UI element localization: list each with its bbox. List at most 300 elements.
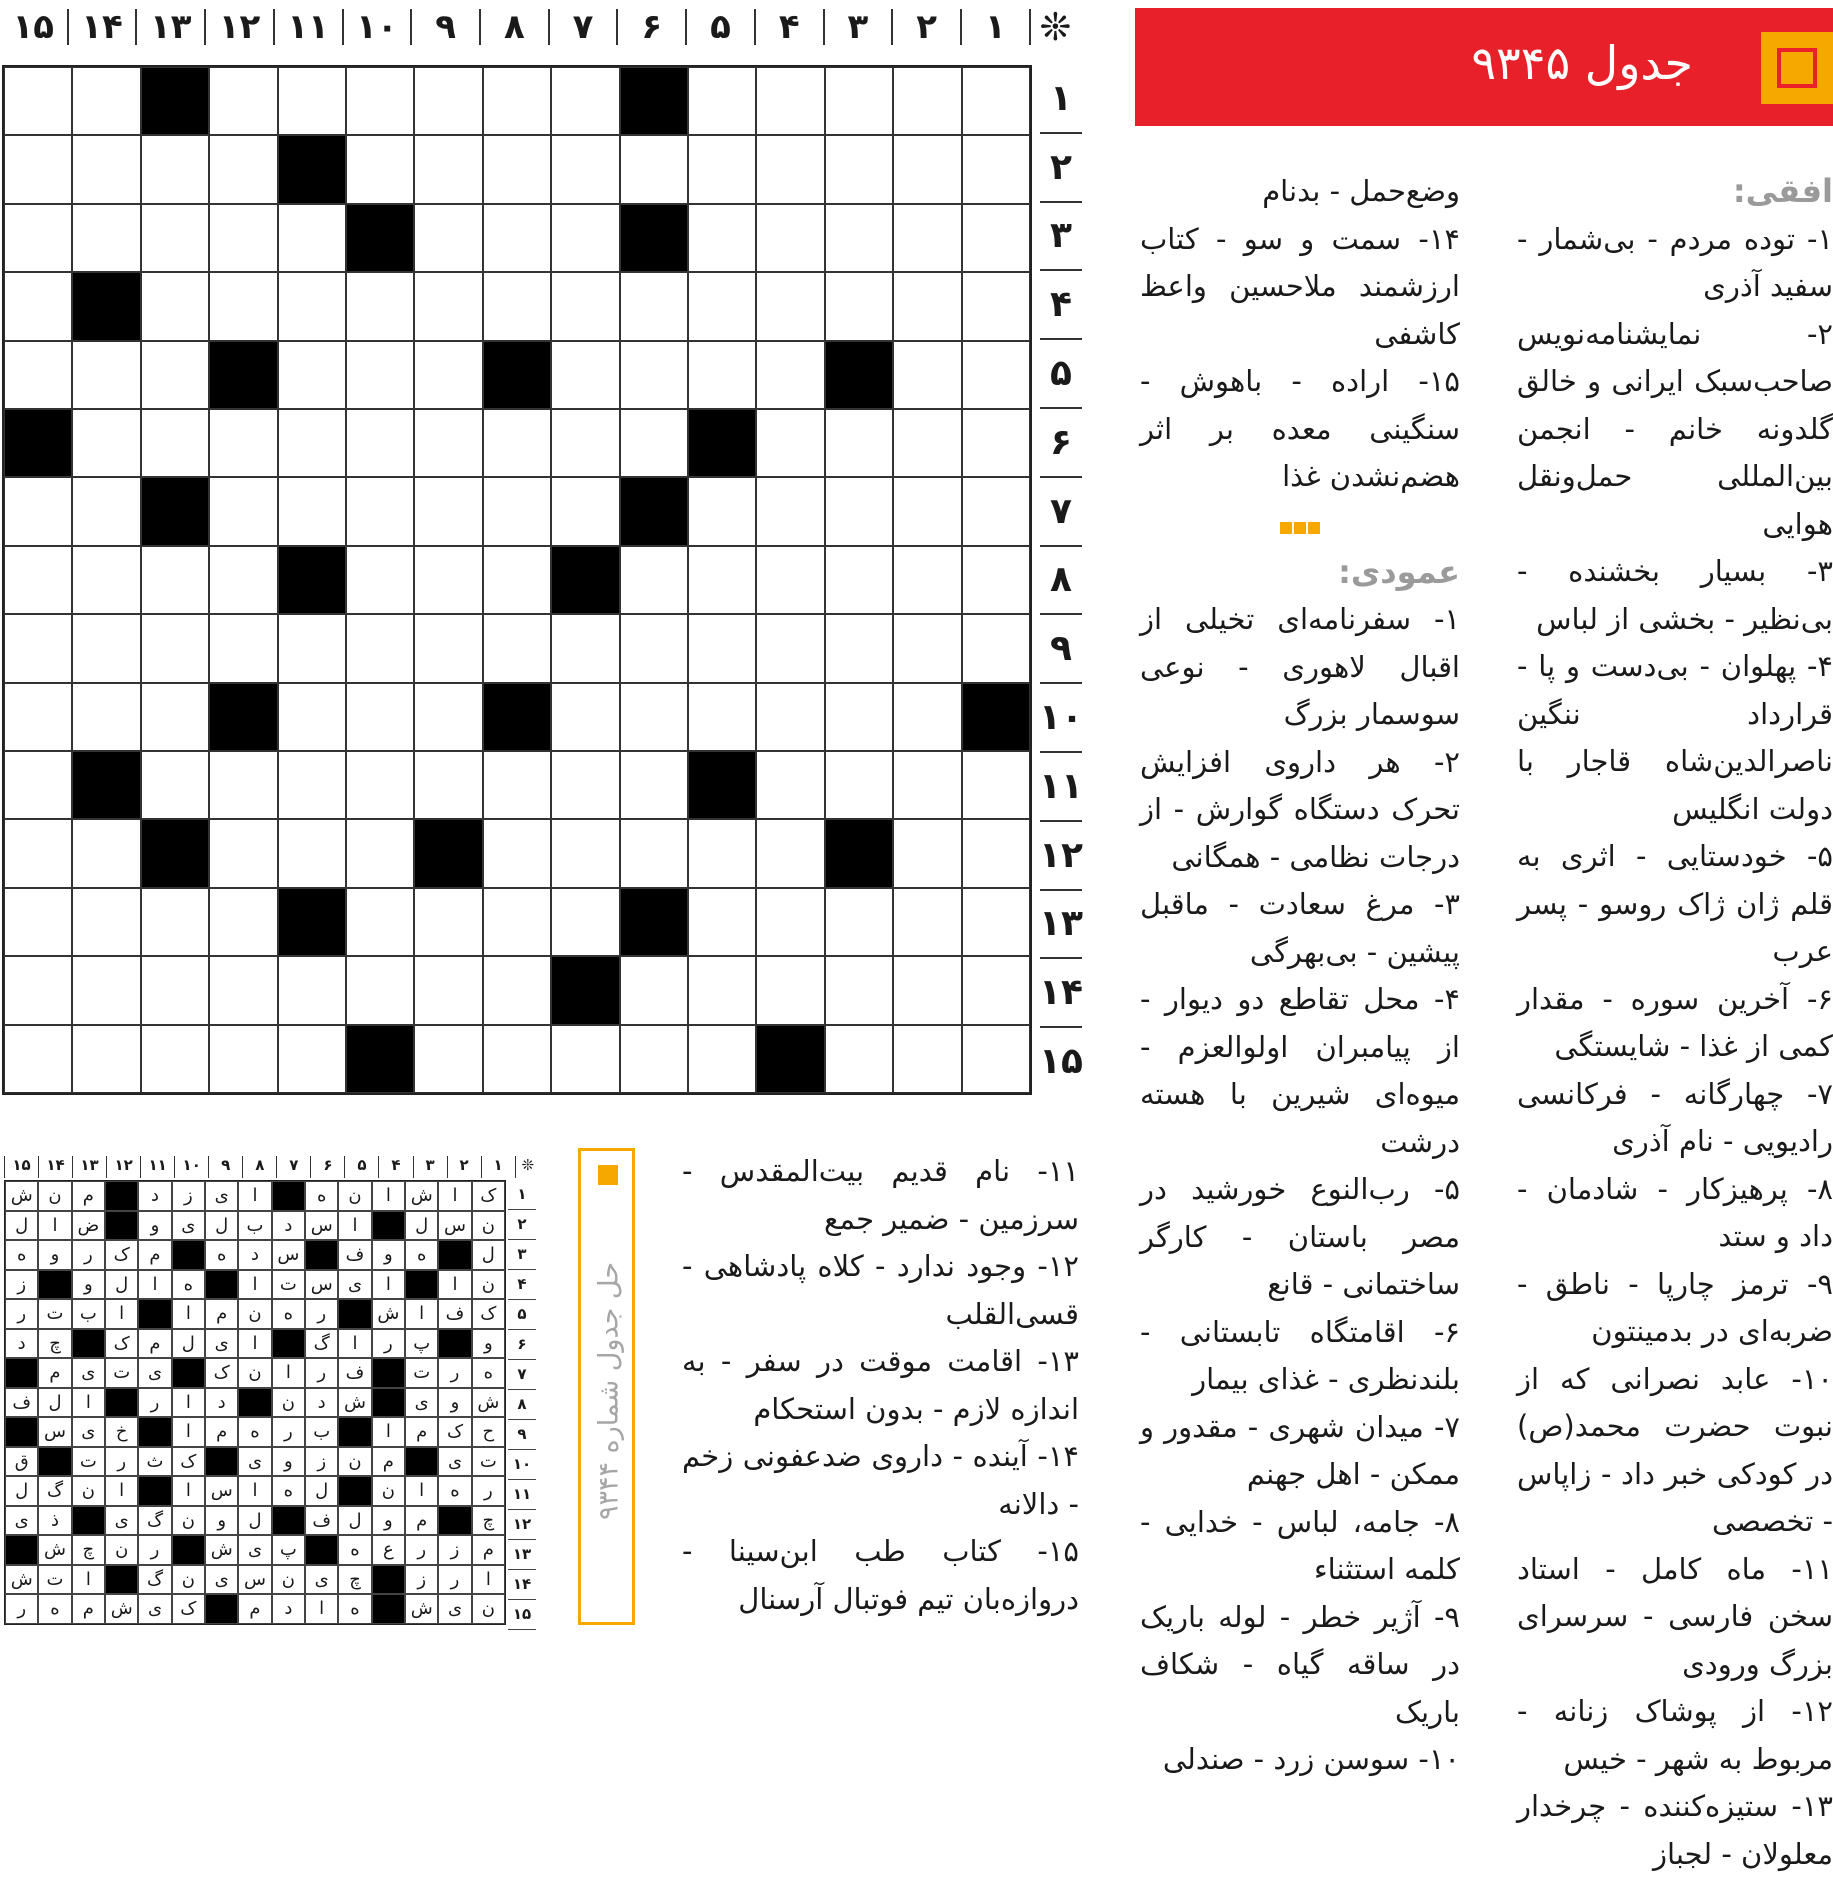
empty-cell [620, 1025, 688, 1093]
solution-letter-cell: چ [338, 1565, 371, 1595]
solution-letter-cell: ک [172, 1447, 205, 1477]
empty-cell [962, 204, 1030, 272]
black-cell [72, 751, 140, 819]
solution-column-number: ۲ [447, 1156, 481, 1178]
solution-black-cell [72, 1506, 105, 1536]
empty-cell [756, 204, 824, 272]
empty-cell [893, 683, 961, 751]
empty-cell [346, 135, 414, 203]
empty-cell [346, 819, 414, 887]
empty-cell [893, 341, 961, 409]
solution-letter-cell: ک [105, 1240, 138, 1270]
solution-letter-cell: گ [38, 1476, 71, 1506]
solution-letter-cell: ر [472, 1476, 505, 1506]
black-cell [346, 204, 414, 272]
solution-letter-cell: د [272, 1211, 305, 1241]
black-cell [278, 135, 346, 203]
empty-cell [688, 546, 756, 614]
solution-letter-cell: ز [305, 1447, 338, 1477]
black-cell [483, 341, 551, 409]
solution-letter-cell: ی [238, 1447, 271, 1477]
column-number: ۳ [823, 9, 892, 45]
empty-cell [825, 204, 893, 272]
solution-black-cell [372, 1388, 405, 1418]
black-cell [346, 1025, 414, 1093]
solution-letter-cell: ی [205, 1565, 238, 1595]
empty-cell [825, 67, 893, 135]
row-number: ۵ [1040, 340, 1082, 409]
solution-letter-cell: ز [438, 1535, 471, 1565]
solution-letter-cell: ی [138, 1594, 171, 1624]
solution-letter-cell: ه [238, 1417, 271, 1447]
empty-cell [4, 1025, 72, 1093]
empty-cell [72, 546, 140, 614]
empty-cell [72, 956, 140, 1024]
empty-cell [551, 751, 619, 819]
empty-cell [278, 819, 346, 887]
empty-cell [688, 272, 756, 340]
separator-dots [1140, 501, 1460, 549]
solution-black-cell [138, 1299, 171, 1329]
black-cell [825, 341, 893, 409]
solution-letter-cell: ی [205, 1329, 238, 1359]
empty-cell [962, 956, 1030, 1024]
solution-letter-cell: ن [105, 1535, 138, 1565]
black-cell [141, 819, 209, 887]
solution-column-number: ۷ [276, 1156, 310, 1178]
solution-letter-cell: ق [5, 1447, 38, 1477]
empty-cell [141, 1025, 209, 1093]
solution-letter-cell: ی [305, 1565, 338, 1595]
row-number: ۷ [1040, 478, 1082, 547]
solution-black-cell [205, 1270, 238, 1300]
solution-letter-cell: ل [305, 1476, 338, 1506]
solution-black-cell [205, 1447, 238, 1477]
solution-letter-cell: ا [272, 1358, 305, 1388]
black-cell [688, 751, 756, 819]
column-number: ۱۱ [273, 9, 342, 45]
down-clue: ۳- مرغ سعادت - ماقبل پیشین - بی‌بهرگی [1140, 887, 1460, 969]
solution-letter-cell: ث [138, 1447, 171, 1477]
solution-letter-cell: ن [238, 1358, 271, 1388]
solution-black-cell [338, 1476, 371, 1506]
empty-cell [209, 135, 277, 203]
solution-letter-cell: ر [5, 1594, 38, 1624]
solution-letter-cell: و [138, 1211, 171, 1241]
solution-letter-cell: ه [272, 1476, 305, 1506]
solution-letter-cell: ه [472, 1358, 505, 1388]
solution-letter-cell: ز [172, 1181, 205, 1211]
empty-cell [620, 135, 688, 203]
solution-letter-cell: ن [338, 1447, 371, 1477]
solution-letter-cell: ک [472, 1299, 505, 1329]
solution-letter-cell: ش [372, 1299, 405, 1329]
solution-letter-cell: ا [38, 1211, 71, 1241]
across-clue: ۵- خودستایی - اثری به قلم ژان ژاک روسو - پسر عرب [1517, 839, 1833, 968]
solution-letter-cell: ن [72, 1476, 105, 1506]
row-number: ۹ [1040, 615, 1082, 684]
empty-cell [551, 409, 619, 477]
solution-letter-cell: م [405, 1506, 438, 1536]
solution-letter-cell: ن [172, 1506, 205, 1536]
empty-cell [551, 888, 619, 956]
empty-cell [141, 888, 209, 956]
corner-symbol: ❊ [1029, 9, 1080, 45]
black-cell [278, 546, 346, 614]
empty-cell [72, 477, 140, 545]
solution-letter-cell: ه [205, 1240, 238, 1270]
empty-cell [414, 751, 482, 819]
down-heading: عمودی: [1338, 552, 1460, 591]
solution-row-number: ۲ [508, 1210, 536, 1240]
empty-cell [209, 1025, 277, 1093]
empty-cell [141, 751, 209, 819]
row-number: ۱۰ [1040, 684, 1082, 753]
empty-cell [4, 546, 72, 614]
solution-letter-cell: پ [405, 1329, 438, 1359]
solution-black-cell [172, 1240, 205, 1270]
solution-letter-cell: د [138, 1181, 171, 1211]
solution-letter-cell: ا [405, 1476, 438, 1506]
solution-letter-cell: ل [172, 1329, 205, 1359]
solution-black-cell [205, 1594, 238, 1624]
solution-letter-cell: س [272, 1240, 305, 1270]
solution-letter-cell: ا [238, 1270, 271, 1300]
empty-cell [893, 956, 961, 1024]
empty-cell [825, 477, 893, 545]
solution-row-number: ۱۰ [508, 1450, 536, 1480]
empty-cell [414, 204, 482, 272]
solution-letter-cell: گ [138, 1506, 171, 1536]
empty-cell [4, 135, 72, 203]
solution-letter-cell: ش [472, 1388, 505, 1418]
solution-black-cell [105, 1388, 138, 1418]
solution-black-cell [372, 1565, 405, 1595]
solution-column-number: ۱۵ [4, 1156, 38, 1178]
solution-letter-cell: خ [105, 1417, 138, 1447]
solution-letter-cell: ا [72, 1388, 105, 1418]
column-number: ۴ [754, 9, 823, 45]
empty-cell [893, 135, 961, 203]
across-clue: ۱۲- وجود ندارد - کلاه پادشاهی - قسی‌القلب [682, 1249, 1079, 1331]
solution-letter-cell: ن [472, 1270, 505, 1300]
empty-cell [278, 272, 346, 340]
solution-letter-cell: ه [5, 1240, 38, 1270]
empty-cell [756, 135, 824, 203]
solution-row-numbers [508, 1180, 536, 1625]
solution-letter-cell: ی [205, 1181, 238, 1211]
solution-letter-cell: ن [238, 1299, 271, 1329]
column-number: ۸ [479, 9, 548, 45]
empty-cell [346, 956, 414, 1024]
solution-row-number: ۷ [508, 1360, 536, 1390]
empty-cell [278, 956, 346, 1024]
black-cell [278, 888, 346, 956]
row-number: ۱۱ [1040, 753, 1082, 822]
empty-cell [962, 409, 1030, 477]
empty-cell [414, 1025, 482, 1093]
across-clue: ۶- آخرین سوره - مقدار کمی از غذا - شایستگی [1517, 981, 1833, 1063]
solution-letter-cell: ا [338, 1329, 371, 1359]
solution-letter-cell: س [305, 1270, 338, 1300]
solution-letter-cell: ی [5, 1506, 38, 1536]
across-clues-column [1517, 168, 1833, 1871]
empty-cell [825, 272, 893, 340]
column-number: ۱۰ [342, 9, 411, 45]
empty-cell [962, 67, 1030, 135]
solution-letter-cell: ی [405, 1388, 438, 1418]
solution-black-cell [338, 1299, 371, 1329]
empty-cell [483, 477, 551, 545]
solution-black-cell [338, 1417, 371, 1447]
empty-cell [688, 135, 756, 203]
solution-black-cell [5, 1535, 38, 1565]
empty-cell [962, 135, 1030, 203]
solution-letter-cell: ش [105, 1594, 138, 1624]
across-clue: ۱۲- از پوشاک زنانه - مربوط به شهر - خیس [1517, 1694, 1833, 1776]
empty-cell [483, 1025, 551, 1093]
empty-cell [346, 888, 414, 956]
solution-letter-cell: ا [172, 1299, 205, 1329]
empty-cell [346, 272, 414, 340]
empty-cell [414, 888, 482, 956]
empty-cell [278, 614, 346, 682]
solution-letter-cell: ت [38, 1299, 71, 1329]
empty-cell [893, 67, 961, 135]
solution-black-cell [172, 1358, 205, 1388]
empty-cell [825, 751, 893, 819]
down-clue: ۸- جامه، لباس - خدایی - کلمه استثناء [1140, 1504, 1460, 1586]
solution-black-cell [138, 1417, 171, 1447]
empty-cell [72, 819, 140, 887]
row-number: ۱۴ [1040, 959, 1082, 1028]
across-clue: ۱۱- ماه کامل - استاد سخن فارسی - سرسرای بزرگ ورودی [1517, 1551, 1833, 1681]
solution-grid [4, 1180, 506, 1625]
solution-column-number: ۶ [310, 1156, 344, 1178]
empty-cell [414, 683, 482, 751]
solution-letter-cell: د [305, 1388, 338, 1418]
empty-cell [72, 409, 140, 477]
solution-letter-cell: ش [405, 1181, 438, 1211]
solution-letter-cell: ف [5, 1388, 38, 1418]
solution-letter-cell: ف [438, 1299, 471, 1329]
solution-column-number: ۱ [481, 1156, 515, 1178]
empty-cell [483, 272, 551, 340]
solution-black-cell [38, 1447, 71, 1477]
solution-row-number: ۸ [508, 1390, 536, 1420]
solution-letter-cell: ل [405, 1211, 438, 1241]
empty-cell [551, 272, 619, 340]
solution-letter-cell: ل [238, 1506, 271, 1536]
across-clue: ۳- بسیار بخشنده - بی‌نظیر - بخشی از لباس [1517, 554, 1833, 636]
solution-letter-cell: م [238, 1594, 271, 1624]
solution-letter-cell: ه [172, 1270, 205, 1300]
solution-column-number: ۹ [208, 1156, 242, 1178]
column-number: ۷ [548, 9, 617, 45]
solution-letter-cell: ک [472, 1181, 505, 1211]
solution-letter-cell: ک [105, 1329, 138, 1359]
black-cell [756, 1025, 824, 1093]
empty-cell [756, 67, 824, 135]
solution-letter-cell: ت [72, 1447, 105, 1477]
black-cell [551, 956, 619, 1024]
solution-letter-cell: ک [205, 1358, 238, 1388]
empty-cell [962, 477, 1030, 545]
empty-cell [346, 341, 414, 409]
across-clue: ۹- ترمز چارپا - ناطق - ضربه‌ای در بدمینتون [1517, 1266, 1833, 1348]
corner-arrow-logo-icon [1761, 32, 1833, 104]
solution-letter-cell: ا [172, 1388, 205, 1418]
empty-cell [72, 1025, 140, 1093]
solution-black-cell [372, 1211, 405, 1241]
empty-cell [72, 888, 140, 956]
solution-letter-cell: د [205, 1388, 238, 1418]
solution-black-cell [72, 1329, 105, 1359]
empty-cell [620, 409, 688, 477]
empty-cell [141, 341, 209, 409]
solution-letter-cell: س [238, 1565, 271, 1595]
empty-cell [688, 614, 756, 682]
empty-cell [278, 477, 346, 545]
solution-column-number: ۱۱ [140, 1156, 174, 1178]
column-number: ۱۴ [67, 9, 136, 45]
solution-letter-cell: ر [5, 1299, 38, 1329]
solution-letter-cell: ی [105, 1506, 138, 1536]
black-cell [688, 409, 756, 477]
solution-black-cell [238, 1388, 271, 1418]
solution-letter-cell: ه [305, 1181, 338, 1211]
empty-cell [346, 67, 414, 135]
solution-letter-cell: ل [105, 1270, 138, 1300]
solution-black-cell [372, 1594, 405, 1624]
empty-cell [72, 614, 140, 682]
empty-cell [209, 614, 277, 682]
empty-cell [893, 819, 961, 887]
solution-letter-cell: ه [438, 1476, 471, 1506]
solution-letter-cell: ر [272, 1417, 305, 1447]
down-clue: ۷- میدان شهری - مقدور و ممکن - اهل جهنم [1140, 1409, 1460, 1491]
solution-label: حل جدول شماره ۹۳۴۴ [593, 1261, 625, 1521]
black-cell [620, 477, 688, 545]
empty-cell [756, 614, 824, 682]
empty-cell [962, 272, 1030, 340]
empty-cell [209, 67, 277, 135]
row-number: ۱۲ [1040, 822, 1082, 891]
crossword-grid [2, 65, 1032, 1095]
empty-cell [4, 272, 72, 340]
empty-cell [825, 888, 893, 956]
solution-black-cell [105, 1181, 138, 1211]
empty-cell [4, 614, 72, 682]
empty-cell [620, 683, 688, 751]
across-heading: افقی: [1732, 172, 1833, 210]
black-cell [141, 67, 209, 135]
empty-cell [4, 341, 72, 409]
empty-cell [4, 956, 72, 1024]
column-number: ۹ [410, 9, 479, 45]
empty-cell [414, 135, 482, 203]
solution-black-cell [5, 1358, 38, 1388]
solution-letter-cell: ب [238, 1211, 271, 1241]
solution-letter-cell: و [38, 1240, 71, 1270]
empty-cell [483, 751, 551, 819]
empty-cell [414, 341, 482, 409]
down-clue: ۱۰- سوسن زرد - صندلی [1162, 1742, 1460, 1776]
solution-letter-cell: چ [38, 1329, 71, 1359]
empty-cell [414, 546, 482, 614]
empty-cell [893, 888, 961, 956]
solution-corner-symbol: ❊ [515, 1156, 540, 1178]
empty-cell [483, 614, 551, 682]
solution-letter-cell: و [472, 1329, 505, 1359]
solution-black-cell [105, 1211, 138, 1241]
across-clue: ۲- نمایشنامه‌نویس صاحب‌سبک ایرانی و خالق گلدونه خانم - انجمن بین‌المللی حمل‌ونقل هوایی [1517, 316, 1833, 541]
solution-row-number: ۱۲ [508, 1510, 536, 1540]
header-band [1135, 8, 1833, 126]
empty-cell [141, 956, 209, 1024]
solution-letter-cell: ر [138, 1535, 171, 1565]
solution-column-number: ۱۴ [38, 1156, 72, 1178]
solution-letter-cell: ا [472, 1565, 505, 1595]
solution-black-cell [372, 1358, 405, 1388]
solution-letter-cell: م [138, 1329, 171, 1359]
solution-black-cell [405, 1447, 438, 1477]
empty-cell [72, 683, 140, 751]
solution-black-cell [172, 1535, 205, 1565]
solution-letter-cell: ش [405, 1594, 438, 1624]
empty-cell [209, 477, 277, 545]
solution-letter-cell: ا [305, 1594, 338, 1624]
solution-column-number: ۴ [378, 1156, 412, 1178]
solution-letter-cell: ل [472, 1240, 505, 1270]
empty-cell [962, 341, 1030, 409]
black-cell [483, 683, 551, 751]
empty-cell [688, 956, 756, 1024]
solution-letter-cell: ر [372, 1329, 405, 1359]
solution-column-number: ۸ [242, 1156, 276, 1178]
empty-cell [414, 272, 482, 340]
empty-cell [551, 1025, 619, 1093]
solution-column-number: ۳ [413, 1156, 447, 1178]
solution-letter-cell: ن [38, 1181, 71, 1211]
empty-cell [893, 409, 961, 477]
solution-letter-cell: ب [72, 1299, 105, 1329]
solution-letter-cell: م [205, 1417, 238, 1447]
solution-black-cell [38, 1270, 71, 1300]
empty-cell [209, 546, 277, 614]
solution-row-number: ۱۱ [508, 1480, 536, 1510]
solution-black-cell [438, 1240, 471, 1270]
solution-black-cell [105, 1565, 138, 1595]
solution-letter-cell: چ [472, 1506, 505, 1536]
empty-cell [825, 546, 893, 614]
across-clue: ۱۱- نام قدیم بیت‌المقدس - سرزمین - ضمیر جمع [682, 1154, 1079, 1236]
solution-letter-cell: م [372, 1447, 405, 1477]
black-cell [620, 204, 688, 272]
empty-cell [209, 204, 277, 272]
empty-cell [756, 751, 824, 819]
down-clue: ۴- محل تقاطع دو دیوار - از پیامبران اولوالعزم - میوه‌ای شیرین با هسته درشت [1140, 982, 1460, 1159]
solution-letter-cell: ی [172, 1211, 205, 1241]
empty-cell [688, 67, 756, 135]
empty-cell [141, 683, 209, 751]
column-number: ۵ [685, 9, 754, 45]
solution-letter-cell: ر [305, 1299, 338, 1329]
solution-letter-cell: ن [472, 1594, 505, 1624]
solution-letter-cell: ع [372, 1535, 405, 1565]
small-logo-icon [598, 1165, 618, 1185]
empty-cell [756, 546, 824, 614]
